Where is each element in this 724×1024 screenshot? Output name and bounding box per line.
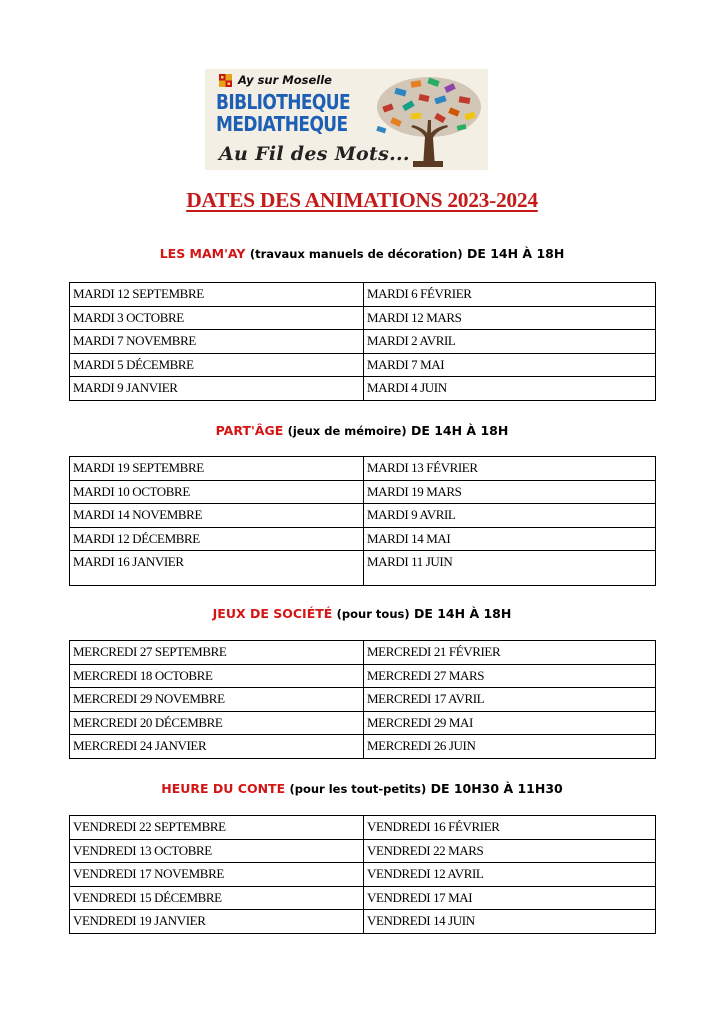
section-name: HEURE DU CONTE — [161, 781, 286, 796]
date-cell: MARDI 14 NOVEMBRE — [70, 504, 364, 528]
section-heading-partage — [0, 423, 724, 438]
section-detail: (travaux manuels de décoration) — [249, 247, 463, 261]
date-cell: MERCREDI 24 JANVIER — [70, 735, 364, 759]
dates-table-partage — [69, 456, 656, 586]
table-row — [70, 711, 656, 735]
section-detail: (jeux de mémoire) — [287, 424, 407, 438]
section-name: PART'ÂGE — [215, 423, 284, 438]
date-cell: MARDI 11 JUIN — [364, 551, 656, 586]
date-cell: MARDI 13 FÉVRIER — [364, 457, 656, 481]
dates-table-mamay — [69, 282, 656, 401]
logo-title-line1: BIBLIOTHEQUE — [216, 91, 350, 115]
date-cell: VENDREDI 19 JANVIER — [70, 910, 364, 934]
date-cell: MARDI 12 DÉCEMBRE — [70, 527, 364, 551]
page-title: DATES DES ANIMATIONS 2023-2024 — [186, 188, 538, 212]
table-row — [70, 863, 656, 887]
date-cell: MARDI 9 AVRIL — [364, 504, 656, 528]
date-cell: MARDI 14 MAI — [364, 527, 656, 551]
logo-town: Ay sur Moselle — [238, 73, 332, 87]
section-name: JEUX DE SOCIÉTÉ — [212, 606, 333, 621]
date-cell: MERCREDI 26 JUIN — [364, 735, 656, 759]
table-row — [70, 886, 656, 910]
table-row — [70, 504, 656, 528]
table-row — [70, 377, 656, 401]
table-row — [70, 910, 656, 934]
section-time: DE 14H À 18H — [413, 606, 512, 621]
table-row — [70, 306, 656, 330]
date-cell: MARDI 10 OCTOBRE — [70, 480, 364, 504]
date-cell: MARDI 12 SEPTEMBRE — [70, 283, 364, 307]
date-cell: VENDREDI 16 FÉVRIER — [364, 816, 656, 840]
table-row — [70, 839, 656, 863]
date-cell: MERCREDI 27 SEPTEMBRE — [70, 641, 364, 665]
section-heading-jeux-de-societe — [0, 606, 724, 621]
date-cell: MARDI 4 JUIN — [364, 377, 656, 401]
date-cell: MARDI 16 JANVIER — [70, 551, 364, 586]
date-cell: MARDI 7 NOVEMBRE — [70, 330, 364, 354]
section-heading-heure-du-conte — [0, 781, 724, 796]
table-row — [70, 480, 656, 504]
date-cell: MERCREDI 27 MARS — [364, 664, 656, 688]
date-cell: MARDI 12 MARS — [364, 306, 656, 330]
section-heading-mamay — [0, 246, 724, 261]
table-row — [70, 330, 656, 354]
date-cell: MERCREDI 29 MAI — [364, 711, 656, 735]
town-crest-icon — [219, 74, 232, 87]
table-row — [70, 283, 656, 307]
table-row — [70, 353, 656, 377]
section-time: DE 14H À 18H — [466, 246, 565, 261]
table-row — [70, 527, 656, 551]
logo-title-line2: MEDIATHEQUE — [216, 113, 348, 137]
date-cell: VENDREDI 13 OCTOBRE — [70, 839, 364, 863]
date-cell: MERCREDI 29 NOVEMBRE — [70, 688, 364, 712]
section-time: DE 10H30 À 11H30 — [430, 781, 563, 796]
table-row — [70, 735, 656, 759]
date-cell: MARDI 9 JANVIER — [70, 377, 364, 401]
section-name: LES MAM'AY — [159, 246, 246, 261]
date-cell: VENDREDI 22 SEPTEMBRE — [70, 816, 364, 840]
logo-town-row — [219, 73, 332, 87]
date-cell: VENDREDI 22 MARS — [364, 839, 656, 863]
table-row — [70, 816, 656, 840]
table-row — [70, 457, 656, 481]
date-cell: MERCREDI 21 FÉVRIER — [364, 641, 656, 665]
library-logo — [205, 69, 488, 170]
date-cell: MARDI 3 OCTOBRE — [70, 306, 364, 330]
dates-table-heure-du-conte — [69, 815, 656, 934]
date-cell: VENDREDI 14 JUIN — [364, 910, 656, 934]
date-cell: MARDI 19 SEPTEMBRE — [70, 457, 364, 481]
date-cell: MARDI 7 MAI — [364, 353, 656, 377]
section-detail: (pour les tout-petits) — [289, 782, 427, 796]
date-cell: MARDI 6 FÉVRIER — [364, 283, 656, 307]
date-cell: MERCREDI 17 AVRIL — [364, 688, 656, 712]
logo-motto: Au Fil des Mots... — [219, 143, 410, 165]
section-time: DE 14H À 18H — [410, 423, 509, 438]
table-row — [70, 688, 656, 712]
date-cell: MARDI 5 DÉCEMBRE — [70, 353, 364, 377]
date-cell: MERCREDI 20 DÉCEMBRE — [70, 711, 364, 735]
date-cell: VENDREDI 15 DÉCEMBRE — [70, 886, 364, 910]
date-cell: VENDREDI 12 AVRIL — [364, 863, 656, 887]
date-cell: MARDI 2 AVRIL — [364, 330, 656, 354]
table-row — [70, 664, 656, 688]
dates-table-jeux-de-societe — [69, 640, 656, 759]
book-tree-icon — [373, 75, 485, 167]
table-row — [70, 551, 656, 586]
table-row — [70, 641, 656, 665]
date-cell: VENDREDI 17 MAI — [364, 886, 656, 910]
date-cell: MARDI 19 MARS — [364, 480, 656, 504]
date-cell: VENDREDI 17 NOVEMBRE — [70, 863, 364, 887]
section-detail: (pour tous) — [336, 607, 410, 621]
date-cell: MERCREDI 18 OCTOBRE — [70, 664, 364, 688]
